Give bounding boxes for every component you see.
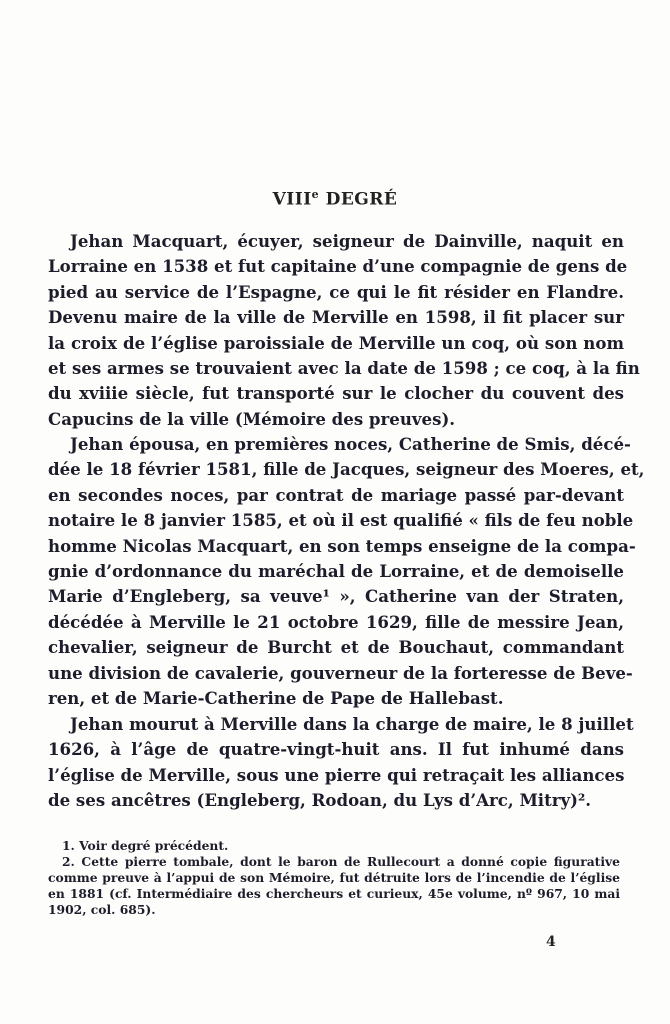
text-line: 1626, à l’âge de quatre-vingt-huit ans. Il fut inhumé dans (48, 739, 624, 760)
heading-numeral: VIII (272, 189, 312, 210)
text-line: une division de cavalerie, gouverneur de la forteresse de Beve- (48, 662, 633, 683)
text-line: du xviiie siècle, fut transporté sur le clocher du couvent des (48, 383, 624, 404)
text-line: décédée à Merville le 21 octobre 1629, fille de messire Jean, (48, 611, 624, 632)
footnote-2-line: comme preuve à l’appui de son Mémoire, fut détruite lors de l’incendie de l’église (48, 870, 620, 885)
footnote-2-line: 2. Cette pierre tombale, dont le baron de Rullecourt a donné copie figurative (62, 854, 620, 869)
text-line: gnie d’ordonnance du maréchal de Lorraine, et de demoiselle (48, 560, 624, 581)
chapter-heading (0, 188, 670, 210)
footnote-2-line: 1902, col. 685). (48, 902, 156, 917)
text-line: Capucins de la ville (Mémoire des preuves). (48, 408, 456, 429)
paragraph-3 (48, 712, 634, 814)
text-line: et ses armes se trouvaient avec la date de 1598 ; ce coq, à la fin (48, 357, 640, 378)
text-line: chevalier, seigneur de Burcht et de Bouchaut, commandant (48, 637, 624, 658)
text-line: Devenu maire de la ville de Merville en 1598, il fit placer sur (48, 307, 624, 328)
text-line: pied au service de l’Espagne, ce qui le fit résider en Flandre. (48, 281, 624, 302)
text-line: la croix de l’église paroissiale de Merville un coq, où son nom (48, 332, 624, 353)
text-line: homme Nicolas Macquart, en son temps enseigne de la compa- (48, 535, 636, 556)
text-line: notaire le 8 janvier 1585, et où il est qualifié « fils de feu noble (48, 510, 634, 531)
heading-superscript: e (311, 188, 320, 201)
footnotes (48, 838, 620, 918)
text-line: dée le 18 février 1581, fille de Jacques, seigneur des Moeres, et, (48, 459, 645, 480)
text-line: Jehan épousa, en premières noces, Catherine de Smis, décé- (70, 434, 631, 454)
paragraph-2 (48, 432, 645, 711)
paragraph-1 (48, 229, 640, 432)
text-line: de ses ancêtres (Engleberg, Rodoan, du Lys d’Arc, Mitry)². (48, 790, 592, 811)
text-line: Lorraine en 1538 et fut capitaine d’une compagnie de gens de (48, 256, 628, 277)
text-line: l’église de Merville, sous une pierre qui retraçait les alliances (48, 764, 625, 785)
text-line: ren, et de Marie-Catherine de Pape de Hallebast. (48, 687, 504, 708)
text-line: en secondes noces, par contrat de mariage passé par-devant (48, 484, 624, 505)
text-line: Jehan Macquart, écuyer, seigneur de Dainville, naquit en (70, 231, 624, 251)
heading-word: DEGRÉ (325, 189, 398, 210)
page-number: 4 (546, 934, 556, 950)
text-line: Marie d’Engleberg, sa veuve¹ », Catherine van der Straten, (48, 586, 624, 607)
footnote-1: 1. Voir degré précédent. (62, 838, 229, 853)
text-line: Jehan mourut à Merville dans la charge de maire, le 8 juillet (70, 714, 634, 734)
footnote-2-line: en 1881 (cf. Intermédiaire des chercheurs et curieux, 45e volume, nº 967, 10 mai (48, 886, 620, 901)
